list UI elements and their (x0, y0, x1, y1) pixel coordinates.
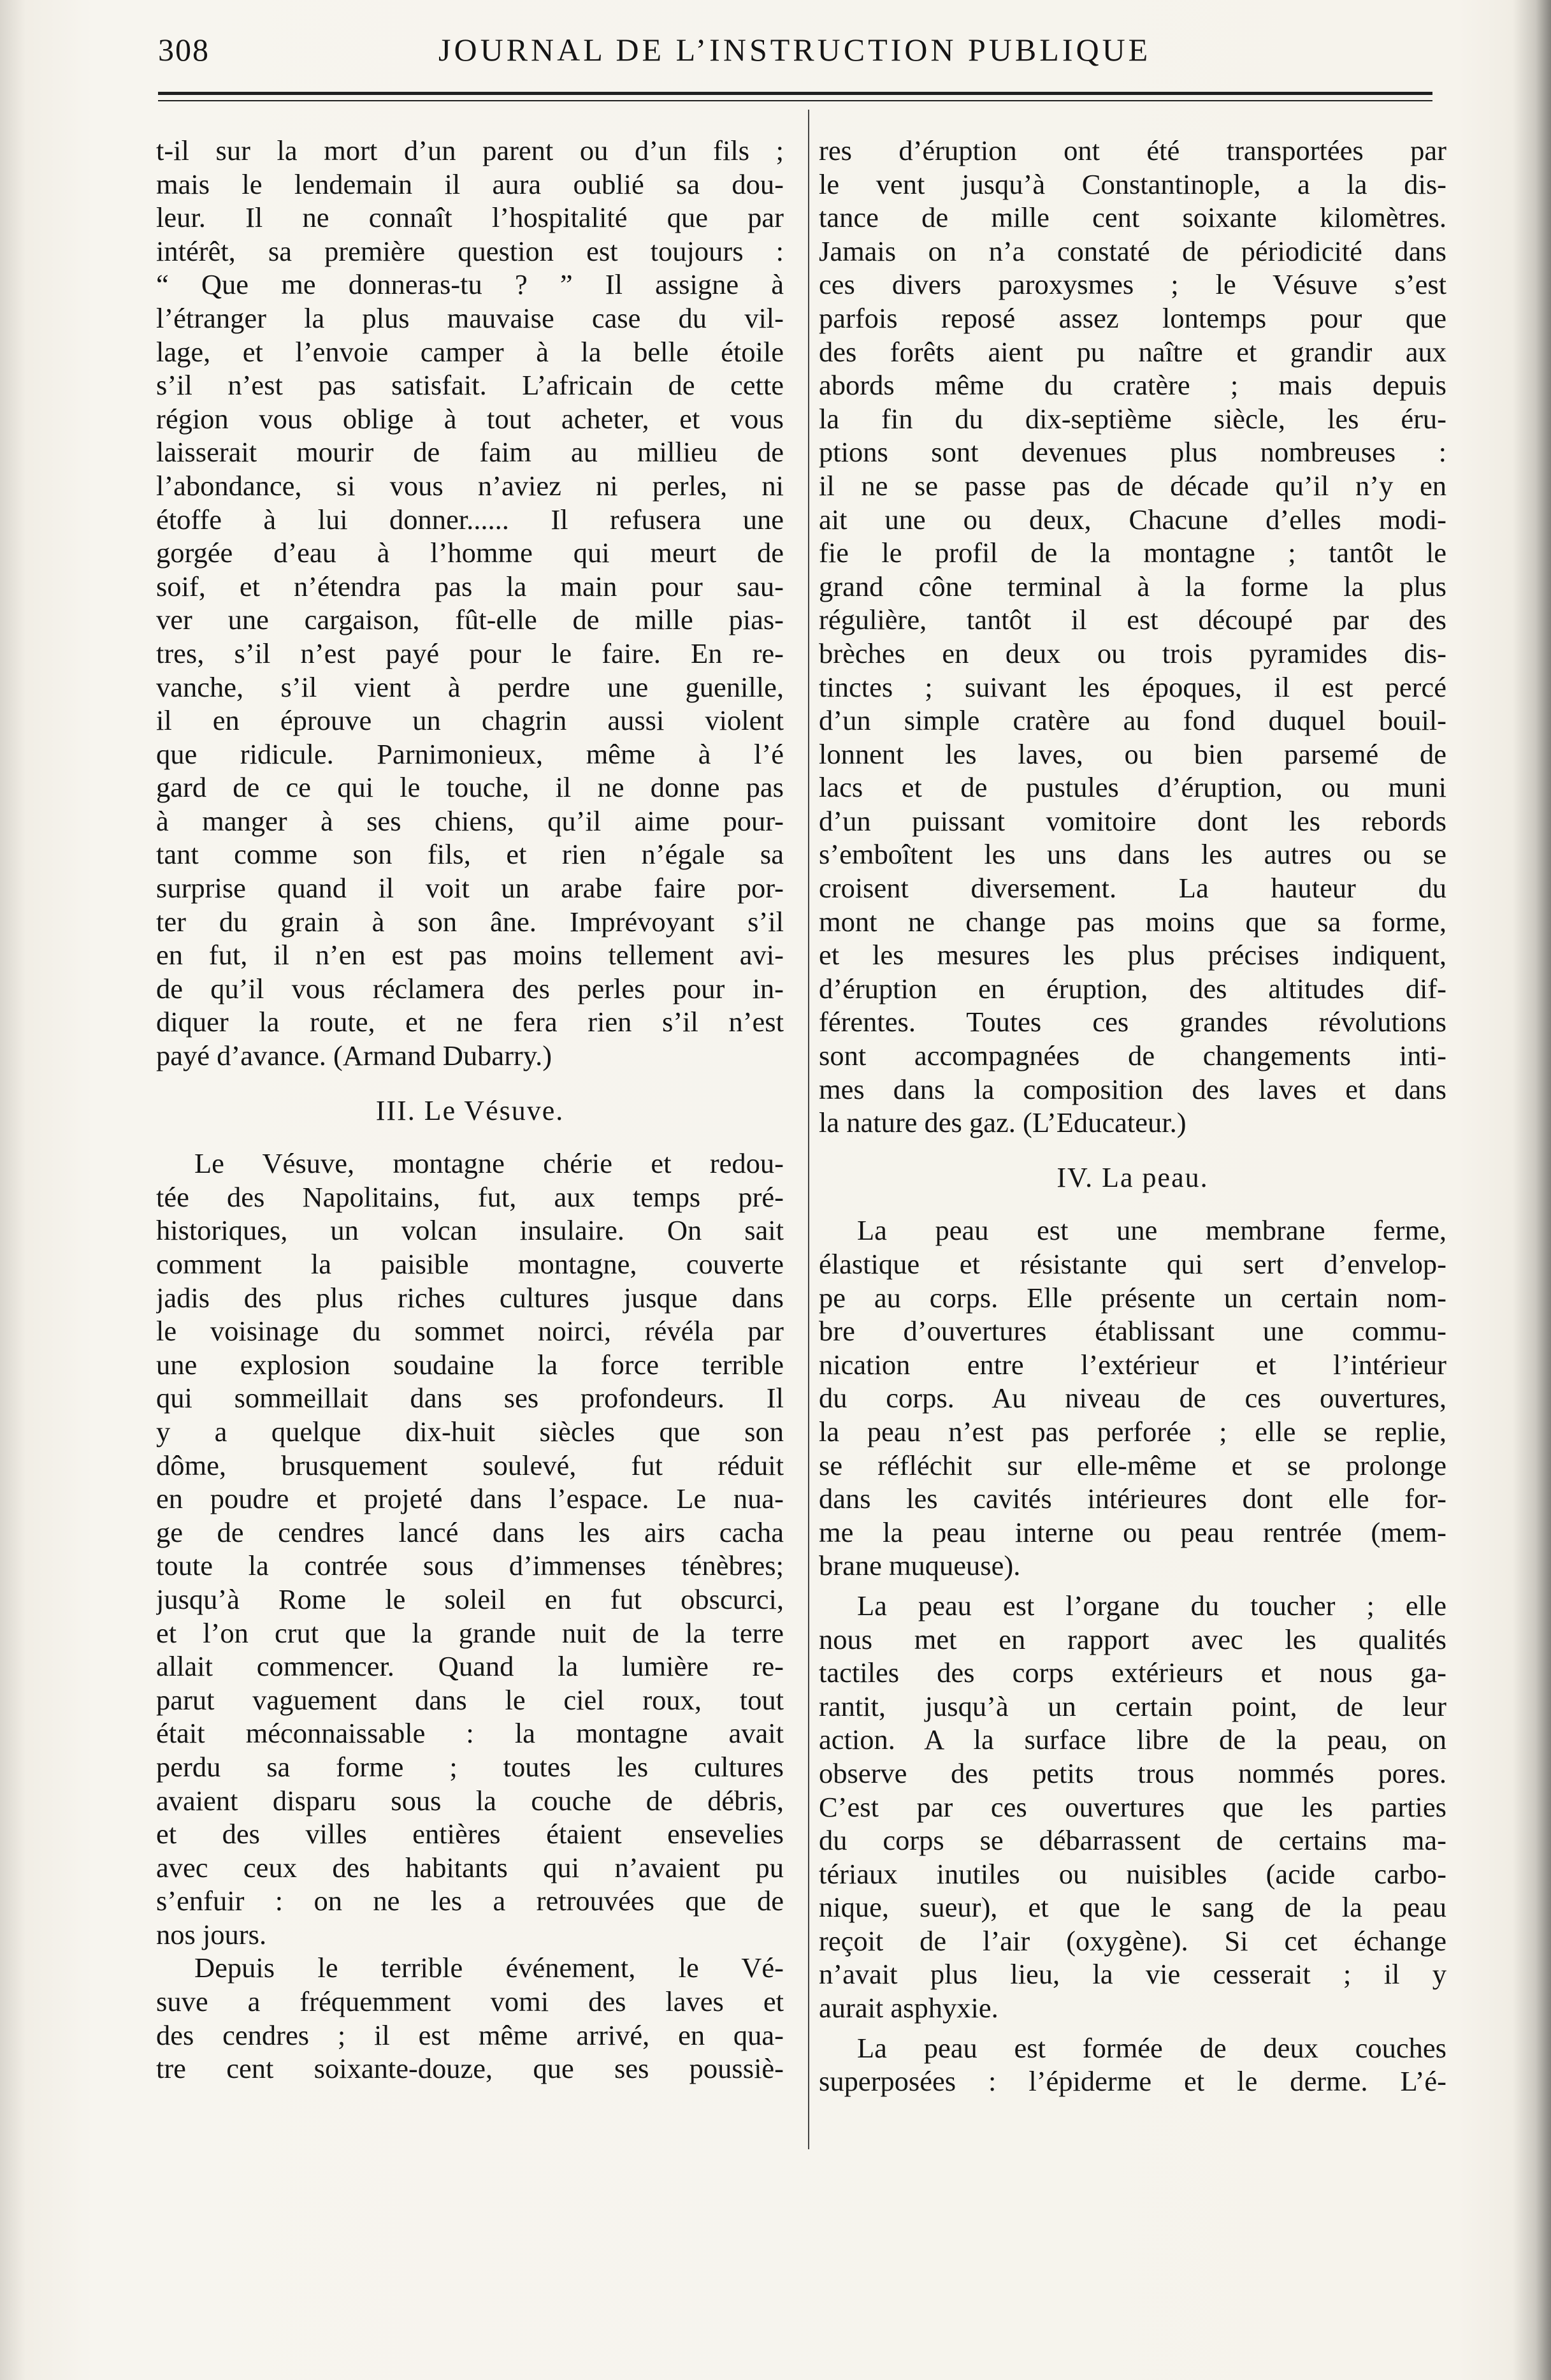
text-line: perdu sa forme ; toutes les cultures (156, 1750, 784, 1783)
text-line: l’étranger la plus mauvaise case du vil- (156, 301, 784, 334)
text-line: Depuis le terrible événement, le Vé- (194, 1952, 784, 1984)
text-line: abords même du cratère ; mais depuis (819, 369, 1446, 402)
text-line: diquer la route, et ne fera rien s’il n’est (156, 1006, 784, 1038)
text-line: tée des Napolitains, fut, aux temps pré- (156, 1180, 784, 1213)
text-line: Jamais on n’a constaté de périodicité dans (819, 235, 1446, 267)
text-line: toute la contrée sous d’immenses ténèbres; (156, 1549, 784, 1582)
right-paragraph-2-last-line: brane muqueuse). (819, 1549, 1021, 1582)
text-line: C’est par ces ouvertures que les parties (819, 1790, 1446, 1823)
text-line: l’abondance, si vous n’aviez ni perles, ni (156, 469, 784, 502)
text-line: tre cent soixante-douze, que ses poussiè- (156, 2052, 784, 2085)
text-line: et des villes entières étaient ensevelies (156, 1818, 784, 1850)
right-paragraph-1-last-line: la nature des gaz. (L’Educateur.) (819, 1107, 1187, 1139)
text-line: allait commencer. Quand la lumière re- (156, 1650, 784, 1683)
text-line: d’un simple cratère au fond duquel bouil- (819, 704, 1446, 737)
text-line: lage, et l’envoie camper à la belle étoile (156, 335, 784, 368)
page-number: 308 (158, 32, 210, 68)
text-line: soif, et n’étendra pas la main pour sau- (156, 570, 784, 602)
text-line: comment la paisible montagne, couverte (156, 1248, 784, 1280)
header-rule-thick (158, 92, 1432, 95)
text-line: mont ne change pas moins que sa forme, (819, 905, 1446, 938)
text-line: y a quelque dix-huit siècles que son (156, 1415, 784, 1448)
text-line: tant comme son fils, et rien n’égale sa (156, 838, 784, 871)
text-line: suve a fréquemment vomi des laves et (156, 1985, 784, 2018)
right-paragraph-3 (819, 1589, 1446, 1991)
text-line: parfois reposé assez lontemps pour que (819, 301, 1446, 334)
page-left-shadow (0, 0, 25, 2380)
text-line: qui sommeillait dans ses profondeurs. Il (156, 1382, 784, 1414)
text-line: était méconnaissable : la montagne avait (156, 1717, 784, 1750)
text-line: nous met en rapport avec les qualités (819, 1623, 1446, 1655)
text-line: la peau n’est pas perforée ; elle se replie, (819, 1415, 1446, 1448)
text-line: ces divers paroxysmes ; le Vésuve s’est (819, 268, 1446, 301)
text-line: et les mesures les plus précises indiquent, (819, 939, 1446, 971)
text-line: il en éprouve un chagrin aussi violent (156, 704, 784, 737)
right-paragraph-3-last-line: aurait asphyxie. (819, 1992, 999, 2024)
section-heading-iii: III. Le Vésuve. (375, 1094, 565, 1126)
text-line: région vous oblige à tout acheter, et vous (156, 402, 784, 435)
text-line: du corps. Au niveau de ces ouvertures, (819, 1382, 1446, 1414)
text-line: n’avait plus lieu, la vie cesserait ; il y (819, 1958, 1446, 1991)
left-column (156, 134, 784, 2086)
text-line: res d’éruption ont été transportées par (819, 134, 1446, 166)
section-heading-iv: IV. La peau. (1057, 1161, 1209, 1193)
text-line: reçoit de l’air (oxygène). Si cet échange (819, 1924, 1446, 1957)
right-paragraph-1 (819, 134, 1446, 1106)
text-line: s’il n’est pas satisfait. L’africain de cette (156, 369, 784, 402)
text-line: fie le profil de la montagne ; tantôt le (819, 537, 1446, 569)
text-line: à manger à ses chiens, qu’il aime pour- (156, 804, 784, 837)
right-paragraph-4 (819, 2031, 1446, 2098)
text-line: parut vaguement dans le ciel roux, tout (156, 1683, 784, 1716)
text-line: avaient disparu sous la couche de débris, (156, 1784, 784, 1817)
text-line: ter du grain à son âne. Imprévoyant s’il (156, 905, 784, 938)
text-line: le vent jusqu’à Constantinople, a la dis- (819, 168, 1446, 200)
text-line: tance de mille cent soixante kilomètres. (819, 201, 1446, 234)
text-line: d’éruption en éruption, des altitudes dif- (819, 972, 1446, 1005)
text-line: gard de ce qui le touche, il ne donne pas (156, 771, 784, 804)
text-line: jusqu’à Rome le soleil en fut obscurci, (156, 1583, 784, 1615)
running-head: JOURNAL DE L’INSTRUCTION PUBLIQUE (438, 32, 1151, 68)
text-line: vanche, s’il vient à perdre une guenille, (156, 671, 784, 703)
text-line: élastique et résistante qui sert d’envelop- (819, 1248, 1446, 1280)
text-line: férentes. Toutes ces grandes révolutions (819, 1006, 1446, 1038)
right-column (819, 134, 1446, 2098)
text-line: des cendres ; il est même arrivé, en qua- (156, 2019, 784, 2051)
text-line: lonnent les laves, ou bien parsemé de (819, 737, 1446, 770)
text-line: une explosion soudaine la force terrible (156, 1348, 784, 1381)
text-line: pe au corps. Elle présente un certain nom- (819, 1281, 1446, 1314)
text-line: de qu’il vous réclamera des perles pour in- (156, 972, 784, 1005)
text-line: “ Que me donneras-tu ? ” Il assigne à (156, 268, 784, 301)
text-line: tres, s’il n’est payé pour le faire. En re- (156, 637, 784, 669)
text-line: intérêt, sa première question est toujours : (156, 235, 784, 267)
text-line: ver une cargaison, fût-elle de mille pias- (156, 604, 784, 636)
text-line: leur. Il ne connaît l’hospitalité que par (156, 201, 784, 234)
text-line: ptions sont devenues plus nombreuses : (819, 436, 1446, 468)
text-line: du corps se débarrassent de certains ma- (819, 1824, 1446, 1857)
left-paragraph-1 (156, 134, 784, 1039)
text-line: s’emboîtent les uns dans les autres ou se (819, 838, 1446, 871)
text-line: mes dans la composition des laves et dans (819, 1073, 1446, 1105)
header-rule-thin (158, 100, 1432, 101)
text-line: en poudre et projeté dans l’espace. Le nua- (156, 1483, 784, 1515)
text-line: croisent diversement. La hauteur du (819, 872, 1446, 904)
text-line: dans les cavités intérieures dont elle for- (819, 1483, 1446, 1515)
text-line: se réfléchit sur elle-même et se prolonge (819, 1449, 1446, 1481)
text-line: mais le lendemain il aura oublié sa dou- (156, 168, 784, 200)
text-line: laisserait mourir de faim au millieu de (156, 436, 784, 468)
text-line: bre d’ouvertures établissant une commu- (819, 1315, 1446, 1347)
text-line: La peau est une membrane ferme, (857, 1214, 1446, 1247)
text-line: t-il sur la mort d’un parent ou d’un fils ; (156, 134, 784, 166)
text-line: ait une ou deux, Chacune d’elles modi- (819, 503, 1446, 535)
text-line: grand cône terminal à la forme la plus (819, 570, 1446, 602)
text-line: le voisinage du sommet noirci, révéla par (156, 1315, 784, 1347)
text-line: superposées : l’épiderme et le derme. L’é- (819, 2065, 1446, 2098)
text-line: d’un puissant vomitoire dont les rebords (819, 804, 1446, 837)
text-line: rantit, jusqu’à un certain point, de leur (819, 1690, 1446, 1722)
text-line: avec ceux des habitants qui n’avaient pu (156, 1851, 784, 1883)
text-line: lacs et de pustules d’éruption, ou muni (819, 771, 1446, 804)
text-line: la fin du dix-septième siècle, les éru- (819, 402, 1446, 435)
text-line: gorgée d’eau à l’homme qui meurt de (156, 537, 784, 569)
text-line: nication entre l’extérieur et l’intérieur (819, 1348, 1446, 1381)
page-right-shadow (1513, 0, 1551, 2380)
text-line: ge de cendres lancé dans les airs cacha (156, 1516, 784, 1548)
text-line: et l’on crut que la grande nuit de la terre (156, 1616, 784, 1649)
text-line: il ne se passe pas de décade qu’il n’y en (819, 469, 1446, 502)
text-line: sont accompagnées de changements inti- (819, 1040, 1446, 1072)
text-line: surprise quand il voit un arabe faire por- (156, 872, 784, 904)
text-line: régulière, tantôt il est découpé par des (819, 604, 1446, 636)
text-line: brèches en deux ou trois pyramides dis- (819, 637, 1446, 669)
text-line: tinctes ; suivant les époques, il est percé (819, 671, 1446, 703)
left-paragraph-2 (156, 1147, 784, 1918)
text-line: observe des petits trous nommés pores. (819, 1757, 1446, 1789)
text-line: étoffe à lui donner...... Il refusera une (156, 503, 784, 535)
text-line: tériaux inutiles ou nuisibles (acide carbo- (819, 1857, 1446, 1890)
column-divider (808, 110, 809, 2149)
text-line: tactiles des corps extérieurs et nous ga- (819, 1657, 1446, 1689)
text-line: que ridicule. Parnimonieux, même à l’é (156, 737, 784, 770)
left-paragraph-1-last-line: payé d’avance. (Armand Dubarry.) (156, 1040, 552, 1072)
left-paragraph-3 (156, 1951, 784, 2085)
text-line: action. A la surface libre de la peau, on (819, 1723, 1446, 1756)
text-line: La peau est l’organe du toucher ; elle (857, 1589, 1446, 1622)
text-line: nique, sueur), et que le sang de la peau (819, 1891, 1446, 1924)
text-line: des forêts aient pu naître et grandir aux (819, 335, 1446, 368)
text-line: me la peau interne ou peau rentrée (mem- (819, 1516, 1446, 1548)
text-line: Le Vésuve, montagne chérie et redou- (194, 1147, 784, 1180)
page-header (158, 24, 1439, 75)
text-line: en fut, il n’en est pas moins tellement avi- (156, 939, 784, 971)
text-line: s’enfuir : on ne les a retrouvées que de (156, 1885, 784, 1917)
text-line: dôme, brusquement soulevé, fut réduit (156, 1449, 784, 1481)
text-line: jadis des plus riches cultures jusque dans (156, 1281, 784, 1314)
text-line: La peau est formée de deux couches (857, 2031, 1446, 2064)
left-paragraph-2-last-line: nos jours. (156, 1918, 267, 1950)
right-paragraph-2 (819, 1214, 1446, 1549)
text-line: historiques, un volcan insulaire. On sait (156, 1214, 784, 1247)
